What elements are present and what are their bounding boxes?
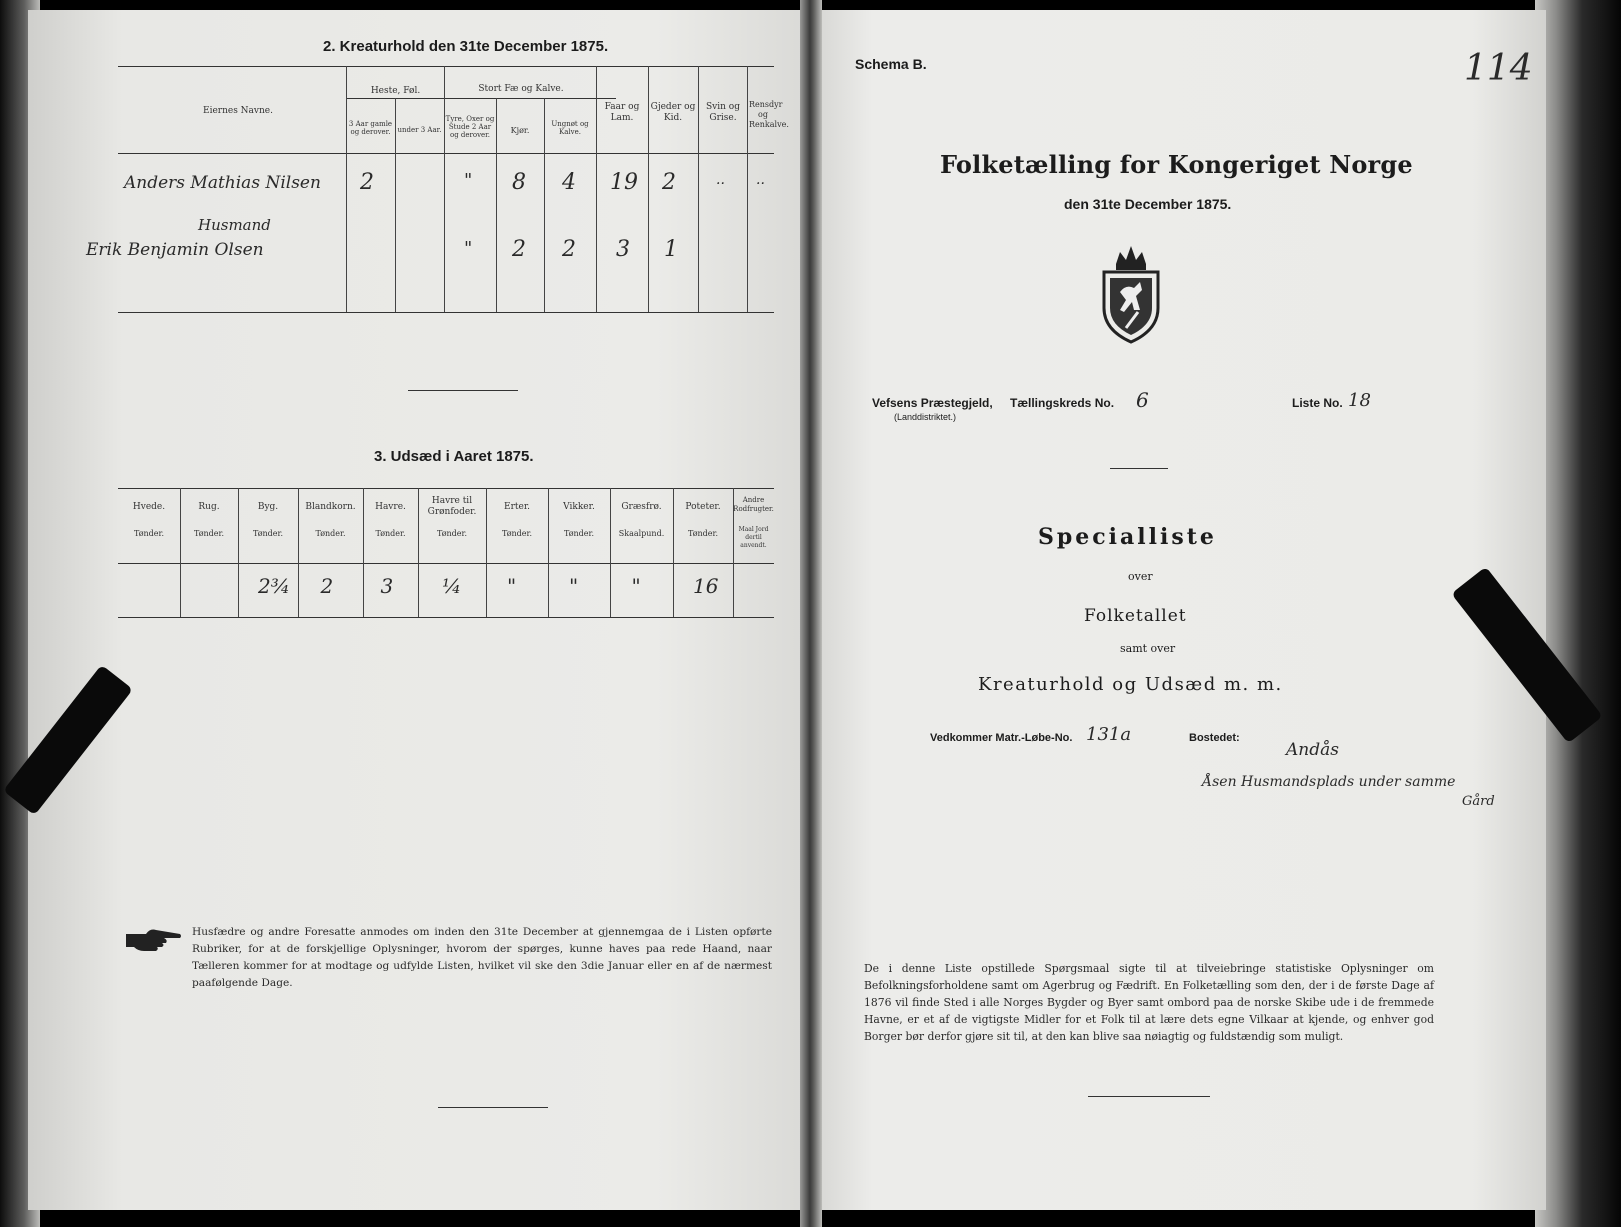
tellingskreds-label: Tællingskreds No. (1010, 396, 1115, 410)
col-svin-header: Svin og Grise. (706, 102, 740, 123)
seed-col-header: Blandkorn. (305, 502, 356, 512)
left-page (28, 10, 814, 1210)
col-owner-header: Eiernes Navne. (203, 106, 273, 116)
norway-coat-of-arms-icon (1096, 242, 1166, 348)
matr-value: 131a (1086, 724, 1132, 745)
cell-tyre: " (464, 170, 473, 191)
table-rule (118, 617, 774, 618)
table-rule (118, 488, 774, 489)
seed-col-unit: Skaalpund. (618, 529, 665, 538)
table-col-line (596, 66, 597, 312)
seed-col-header: Havre. (375, 502, 406, 512)
col-rens-header: Rensdyr og Renkalve. (749, 100, 789, 129)
separator-rule (1110, 468, 1168, 469)
separator-rule (1088, 1096, 1210, 1097)
separator-rule (438, 1107, 548, 1108)
page-number: 114 (1464, 48, 1533, 89)
folketallet-text: Folketallet (1084, 606, 1187, 626)
col-heste-header: Heste, Føl. (370, 86, 421, 96)
seed-col-header: Havre til Grønfoder. (427, 496, 477, 517)
table-rule (346, 98, 616, 99)
table-rule (118, 563, 774, 564)
section2-title: 2. Kreaturhold den 31te December 1875. (323, 38, 609, 55)
cell-tyre: " (464, 238, 473, 259)
cell-gjeder: 2 (662, 170, 676, 195)
seed-col-unit: Tønder. (436, 529, 468, 538)
seed-col-unit: Tønder. (563, 529, 595, 538)
samt-over-text: samt over (1120, 642, 1176, 655)
cell-ungnet: 4 (562, 170, 576, 195)
bostedet-line3: Gård (1462, 794, 1495, 809)
cell-heste-3aar: 2 (360, 170, 374, 195)
bostedet-line2: Åsen Husmandsplads under samme (1202, 774, 1456, 790)
table-col-line (698, 66, 699, 312)
seed-col-unit: Tønder. (687, 529, 719, 538)
col-heste-under3-header: under 3 Aar. (397, 126, 442, 134)
liste-label: Liste No. (1292, 396, 1343, 410)
main-date: den 31te December 1875. (1064, 196, 1232, 212)
col-heste-3aar-header: 3 Aar gamle og derover. (348, 120, 393, 136)
book-edge-right (1535, 0, 1621, 1227)
tellingskreds-value: 6 (1136, 388, 1149, 412)
book-gutter (800, 0, 822, 1227)
table-rule (118, 66, 774, 67)
section3-title: 3. Udsæd i Aaret 1875. (374, 448, 534, 465)
table-col-line (346, 66, 347, 312)
over-text: over (1128, 570, 1153, 583)
cell-rens: .. (756, 172, 765, 188)
matr-label: Vedkommer Matr.-Løbe-No. (930, 732, 1073, 744)
seed-col-header: Græsfrø. (621, 502, 662, 512)
col-tyre-header: Tyre, Oxer og Stude 2 Aar og derover. (445, 115, 495, 139)
owner-name: Anders Mathias Nilsen (124, 173, 321, 193)
col-faar-header: Faar og Lam. (604, 102, 640, 123)
owner-note: Husmand (198, 216, 271, 234)
table-rule (118, 312, 774, 313)
seed-col-unit: Tønder. (375, 529, 406, 538)
seed-col-header: Erter. (504, 502, 530, 512)
seed-col-unit: Tønder. (315, 529, 346, 538)
bostedet-line1: Andås (1286, 740, 1339, 760)
seed-col-unit: Tønder. (501, 529, 533, 538)
col-kjor-header: Kjør. (510, 126, 530, 135)
bostedet-label: Bostedet: (1189, 732, 1240, 744)
cell-faar: 3 (616, 237, 630, 262)
owner-name: Erik Benjamin Olsen (86, 240, 264, 260)
seed-value-cell: " (631, 574, 641, 598)
seed-col-unit: Maal Jord dertil anvendt. (738, 526, 769, 549)
liste-value: 18 (1348, 390, 1371, 411)
table-col-line (444, 66, 445, 312)
seed-col-header: Vikker. (563, 502, 595, 512)
seed-value-cell: ¼ (442, 574, 462, 598)
cell-gjeder: 1 (664, 237, 678, 262)
right-page (814, 10, 1546, 1210)
col-stort-header: Stort Fæ og Kalve. (478, 84, 564, 94)
cell-svin: .. (716, 172, 725, 188)
seed-value-cell: 2 (320, 574, 334, 598)
seed-col-header: Poteter. (685, 502, 721, 512)
seed-value-cell: " (507, 574, 517, 598)
cell-ungnet: 2 (562, 237, 576, 262)
cell-kjor: 2 (512, 237, 526, 262)
footnote-text: Husfædre og andre Foresatte anmodes om inden den 31te December at gjennemgaa de i Listen opførte Rubriker, for at de forskjellige Oplysninger, hvorom der spørges, kunne haves paa rede Haand, naar Tælleren kommer for at modtage og udfylde Listen, hvilket vil ske den 3die Januar eller en af de nærmest paafølgende Dage. (192, 926, 772, 989)
seed-col-header: Andre Rodfrugter. (733, 496, 774, 513)
main-title: Folketælling for Kongeriget Norge (940, 150, 1413, 179)
table-rule (118, 153, 774, 154)
seed-value-cell: 16 (693, 574, 719, 598)
seed-value-cell: 3 (380, 574, 394, 598)
schema-label: Schema B. (855, 56, 927, 72)
landdistrikt-label: (Landdistriktet.) (894, 412, 957, 422)
seed-col-unit: Tønder. (193, 529, 225, 538)
seed-col-unit: Tønder. (252, 529, 284, 538)
seed-col-header: Rug. (198, 502, 220, 512)
table-col-line (747, 66, 748, 312)
seed-value-cell: 2¾ (258, 574, 291, 598)
specialliste-heading: Specialliste (1038, 524, 1217, 550)
seed-col-header: Byg. (257, 502, 279, 512)
seed-value-cell: " (569, 574, 579, 598)
seed-col-unit: Tønder. (133, 529, 165, 538)
prestegjeld-label: Vefsens Præstegjeld, (872, 396, 993, 410)
footer-text: De i denne Liste opstillede Spørgsmaal sigte til at tilveiebringe statistiske Oplysninger om Befolkningsforholdene samt om Agerbrug og Fædrift. En Folketælling som den, der i de første Dage af 1876 vil finde Sted i alle Norges Bygder og Byer samt ombord paa de norske Skibe ude i de fremmede Havne, er et af de vigtigste Midler for et Folk til at lære dets egne Vilkaar at kjende, og enhver god Borger bør derfor gjøre sit til, at den kan blive saa nøiagtig og fuldstændig som muligt. (864, 962, 1434, 1043)
cell-kjor: 8 (512, 170, 526, 195)
col-ungnet-header: Ungnøt og Kalve. (551, 120, 589, 136)
cell-faar: 19 (610, 170, 638, 195)
pointing-hand-icon (124, 926, 182, 956)
separator-rule (408, 390, 518, 391)
col-gjeder-header: Gjeder og Kid. (650, 102, 696, 123)
seed-col-header: Hvede. (132, 502, 166, 512)
kreaturhold-text: Kreaturhold og Udsæd m. m. (978, 674, 1283, 695)
